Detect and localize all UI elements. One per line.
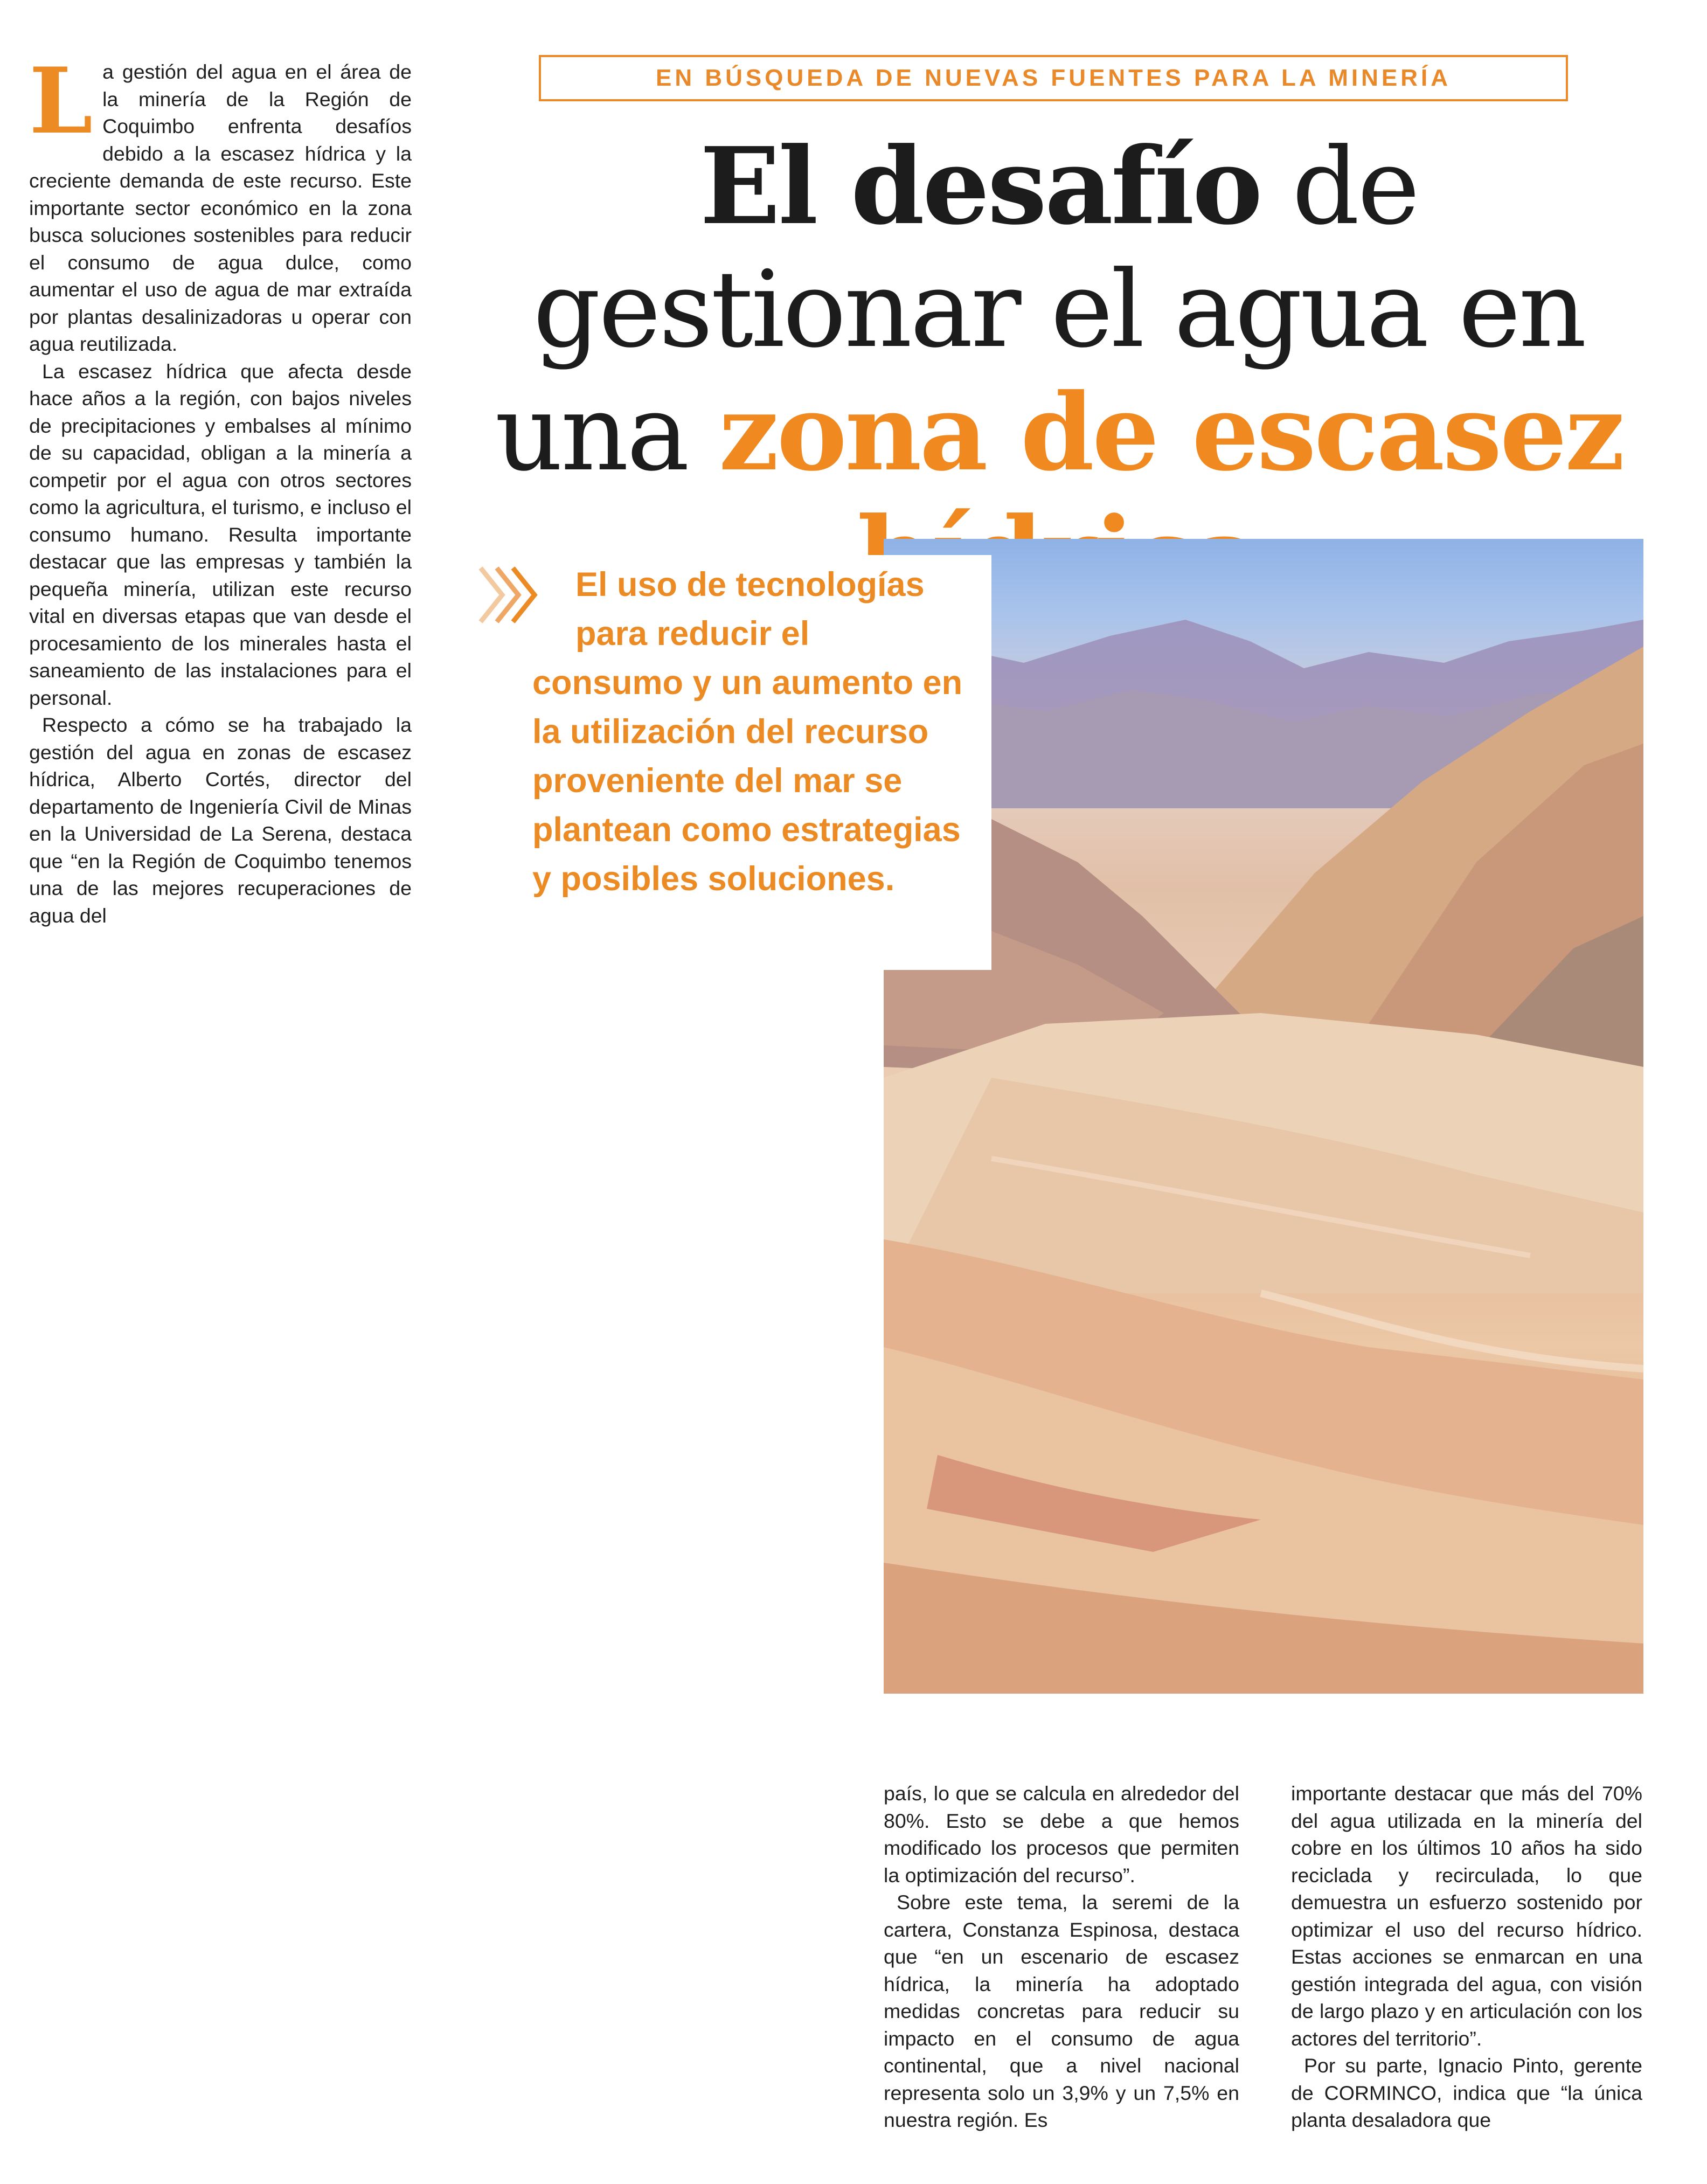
article-column-1: [29, 47, 412, 929]
mountain-valley-photo: [884, 539, 1643, 1694]
paragraph: La escasez hídrica que afecta desde hace años a la región, con bajos niveles de precipitaciones y embalses al mínimo de su capacidad, obligan a la minería a competir por el agua con otros sectores como la agricultura, el turismo, e incluso el consumo humano. Resulta importante destacar que las empresas y también la pequeña minería, utilizan este recurso vital en diversas etapas que van desde el procesamiento de los minerales hasta el saneamiento de las instalaciones para el personal.: [29, 359, 412, 709]
landscape-illustration: [884, 539, 1643, 1694]
article-column-2: [884, 1780, 1239, 2134]
paragraph: Sobre este tema, la seremi de la cartera, Constanza Espinosa, destaca que “en un escenario de escasez hídrica, la minería ha adoptado medidas concretas para reducir su impacto en el consumo de agua continental, que a nivel nacional representa solo un 3,9% y un 7,5% en nuestra región. Es: [884, 1891, 1239, 2131]
drop-cap: L: [29, 47, 93, 154]
pullquote: El uso de tecnologías para reducir el consumo y un aumento en la utilización del recurso proveniente del mar se plantean como estrategias y posibles soluciones.: [532, 566, 963, 898]
paragraph: país, lo que se calcula en alrededor del 80%. Esto se debe a que hemos modificado los procesos que permiten la optimización del recurso”.: [884, 1782, 1239, 1887]
paragraph: La gestión del agua en el área de la minería de la Región de Coquimbo enfrenta desafíos debido a la escasez hídrica y la creciente demanda de este recurso. Este importante sector económico en la zona busca soluciones sostenibles para reducir el consumo de agua dulce, como aumentar el uso de agua de mar extraída por plantas desalinizadoras u operar con agua reutilizada.: [29, 47, 412, 355]
paragraph: Respecto a cómo se ha trabajado la gestión del agua en zonas de escasez hídrica, Alberto Cortés, director del departamento de Ingeniería Civil de Minas en la Universidad de La Serena, destaca que “en la Región de Coquimbo tenemos una de las mejores recuperaciones de agua del: [29, 713, 412, 927]
section-kicker: EN BÚSQUEDA DE NUEVAS FUENTES PARA LA MINERÍA: [539, 55, 1568, 101]
headline: El desafío de gestionar el agua en una zona de escasez: [495, 124, 1623, 495]
paragraph: importante destacar que más del 70% del agua utilizada en la minería del cobre en los últimos 10 años ha sido reciclada y recirculada, lo que demuestra un esfuerzo sostenido por optimizar el uso del recurso hídrico. Estas acciones se enmarcan en una gestión integrada del agua, con visión de largo plazo y en articulación con los actores del territorio”.: [1291, 1782, 1642, 2050]
article-column-3: [1291, 1780, 1642, 2134]
paragraph: Por su parte, Ignacio Pinto, gerente de CORMINCO, indica que “la única planta desaladora que: [1291, 2054, 1642, 2131]
